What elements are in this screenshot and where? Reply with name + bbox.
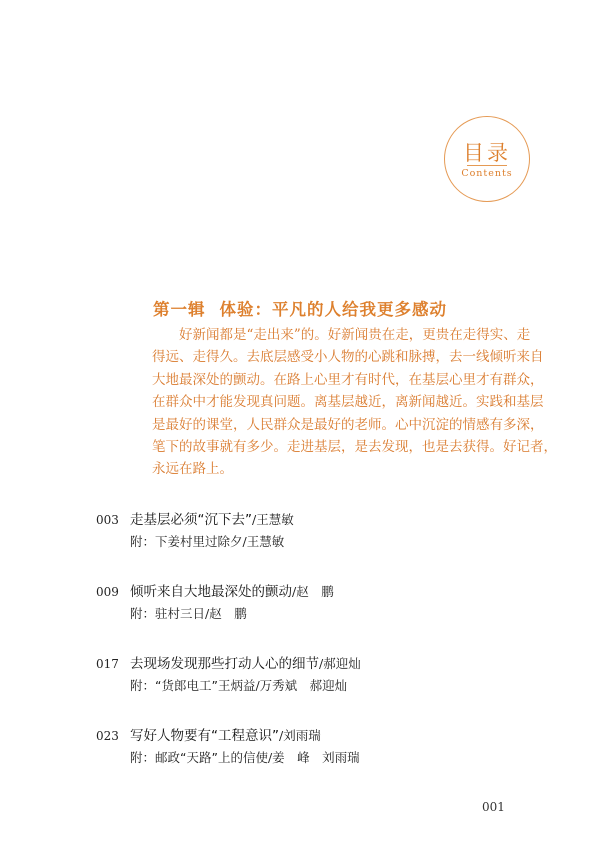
section-title (0, 296, 600, 320)
toc-entry-title: 倾听来自大地最深处的颤动 (130, 584, 292, 600)
toc-entry (96, 652, 516, 724)
page-number: 001 (482, 800, 505, 814)
toc-entry (96, 724, 516, 796)
toc-sub-author: /赵 鹏 (205, 606, 247, 621)
intro-line: 得远、走得久。去底层感受小人物的心跳和脉搏，去一线倾听来自 (152, 349, 544, 366)
toc-sub-row[interactable] (96, 532, 516, 556)
intro-line: 笔下的故事就有多少。走进基层，是去发现，也是去获得。好记者， (152, 439, 557, 456)
toc-sub-row[interactable] (96, 748, 516, 772)
toc-page-number: 017 (96, 657, 119, 671)
toc-entry-author: /郝迎灿 (319, 656, 361, 671)
toc-sub-author: /万秀斌 郝迎灿 (255, 678, 348, 693)
toc-sub-row[interactable] (96, 604, 516, 628)
toc-page-number: 003 (96, 513, 119, 527)
contents-subtitle: Contents (461, 168, 513, 179)
toc-entry-row[interactable] (96, 724, 516, 748)
toc-sub-title: 附：邮政“天路”上的信使 (130, 750, 268, 765)
toc-entry-author: /刘雨瑞 (279, 728, 321, 743)
intro-line: 是最好的课堂，人民群众是最好的老师。心中沉淀的情感有多深， (152, 416, 544, 433)
contents-title: 目录 (463, 141, 511, 165)
toc-sub-title: 附：驻村三日 (130, 606, 206, 621)
toc-entry-title: 写好人物要有“工程意识” (130, 728, 279, 744)
toc-entry-title: 去现场发现那些打动人心的细节 (130, 656, 319, 672)
contents-badge (444, 116, 530, 202)
toc-entry-row[interactable] (96, 652, 516, 676)
intro-line: 好新闻都是“走出来”的。好新闻贵在走，更贵在走得实、走 (152, 327, 531, 343)
section-heading: 体验：平凡的人给我更多感动 (219, 300, 447, 319)
toc-sub-author: /姜 峰 刘雨瑞 (267, 750, 360, 765)
table-of-contents (96, 508, 516, 796)
toc-entry (96, 580, 516, 652)
toc-entry-row[interactable] (96, 508, 516, 532)
intro-line: 永远在路上。 (152, 461, 233, 478)
toc-entry (96, 508, 516, 580)
toc-entry-row[interactable] (96, 580, 516, 604)
toc-sub-author: /王慧敏 (242, 534, 285, 549)
toc-sub-title: 附：下姜村里过除夕 (130, 534, 243, 549)
toc-sub-row[interactable] (96, 676, 516, 700)
toc-entry-author: /赵 鹏 (292, 584, 334, 599)
toc-entry-title: 走基层必须“沉下去” (130, 512, 252, 528)
intro-line: 大地最深处的颤动。在路上心里才有时代，在基层心里才有群众， (152, 371, 544, 388)
toc-page-number: 009 (96, 585, 119, 599)
toc-sub-title: 附：“货郎电工”王炳益 (130, 678, 256, 693)
section-intro (152, 324, 557, 481)
badge-divider (467, 165, 507, 166)
toc-entry-author: /王慧敏 (252, 512, 294, 527)
toc-page-number: 023 (96, 729, 119, 743)
intro-line: 在群众中才能发现真问题。离基层越近，离新闻越近。实践和基层 (152, 394, 544, 411)
section-label: 第一辑 (153, 300, 206, 319)
